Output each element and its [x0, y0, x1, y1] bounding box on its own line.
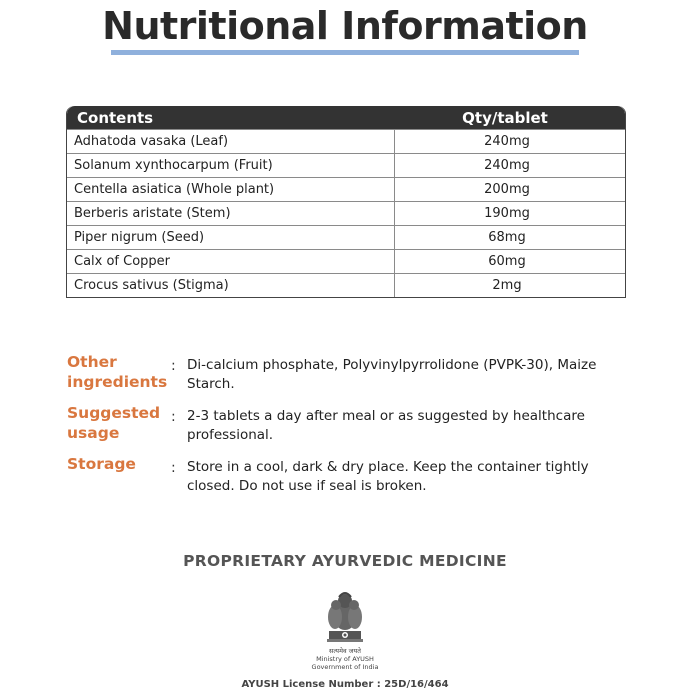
title-underline — [111, 50, 579, 55]
table-row — [67, 153, 625, 177]
info-colon: : — [171, 409, 176, 425]
row-qty: 60mg — [488, 254, 526, 269]
info-text: Di-calcium phosphate, Polyvinylpyrrolidone (PVPK-30), Maize Starch. — [187, 357, 597, 392]
info-text: 2-3 tablets a day after meal or as suggested by healthcare professional. — [187, 408, 585, 443]
row-content: Piper nigrum (Seed) — [67, 226, 395, 249]
row-content: Solanum xynthocarpum (Fruit) — [67, 154, 395, 177]
nutrition-table — [66, 106, 626, 298]
table-row — [67, 201, 625, 225]
header-qty: Qty/tablet — [462, 108, 548, 127]
ministry-line1: Ministry of AYUSH — [316, 655, 374, 663]
table-row — [67, 249, 625, 273]
info-label: Other ingredients — [67, 353, 168, 391]
row-content: Berberis aristate (Stem) — [67, 202, 395, 225]
national-emblem-icon — [321, 587, 369, 647]
license-number: AYUSH License Number : 25D/16/464 — [241, 679, 449, 690]
info-text: Store in a cool, dark & dry place. Keep the container tightly closed. Do not use if seal is broken. — [187, 459, 589, 494]
row-qty: 240mg — [484, 134, 530, 149]
row-qty: 190mg — [484, 206, 530, 221]
info-colon: : — [171, 358, 176, 374]
row-content: Centella asiatica (Whole plant) — [67, 178, 395, 201]
table-row — [67, 273, 625, 297]
row-qty: 68mg — [488, 230, 526, 245]
ministry-text — [0, 647, 690, 671]
info-colon: : — [171, 460, 176, 476]
table-row — [67, 129, 625, 153]
header-contents: Contents — [77, 108, 154, 127]
row-content: Calx of Copper — [67, 250, 395, 273]
info-storage — [67, 454, 627, 496]
row-content: Adhatoda vasaka (Leaf) — [67, 130, 395, 153]
table-header — [67, 106, 625, 129]
info-label: Storage — [67, 455, 136, 473]
info-suggested-usage — [67, 403, 627, 445]
ministry-motto: सत्यमेव जयते — [329, 647, 361, 655]
row-qty: 240mg — [484, 158, 530, 173]
info-section — [67, 352, 627, 505]
table-row — [67, 225, 625, 249]
table-row — [67, 177, 625, 201]
page-title: Nutritional Information — [102, 4, 588, 48]
row-qty: 200mg — [484, 182, 530, 197]
row-content: Crocus sativus (Stigma) — [67, 274, 395, 297]
proprietary-label: PROPRIETARY AYURVEDIC MEDICINE — [183, 552, 507, 570]
info-label: Suggested usage — [67, 404, 161, 442]
ministry-line2: Government of India — [311, 663, 379, 671]
info-other-ingredients — [67, 352, 627, 394]
row-qty: 2mg — [492, 278, 522, 293]
